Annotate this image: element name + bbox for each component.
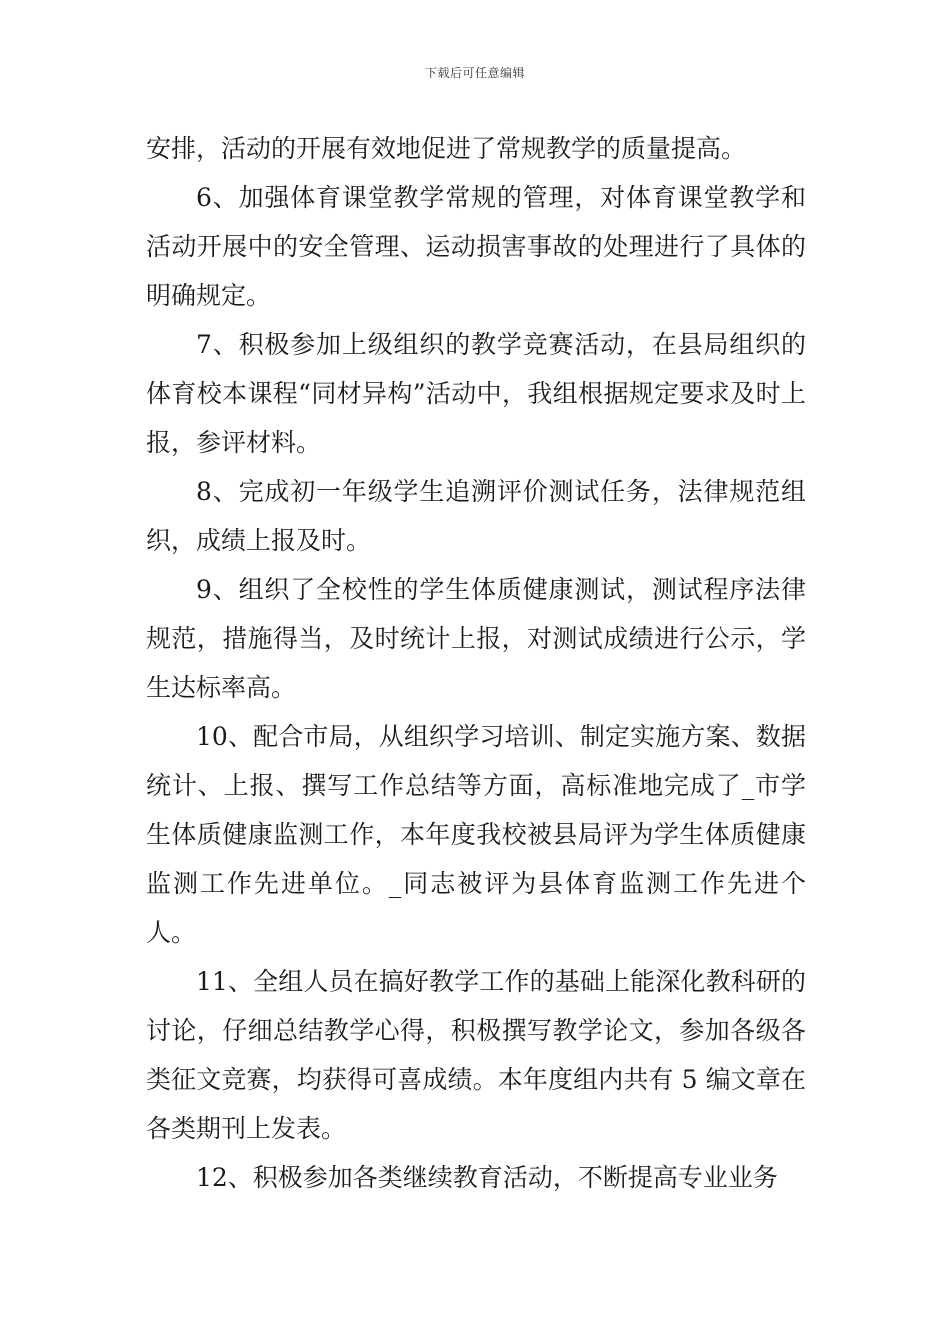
paragraph-item-10: 10、配合市局，从组织学习培训、制定实施方案、数据统计、上报、撰写工作总结等方面，高标准地完成了_市学生体质健康监测工作，本年度我校被县局评为学生体质健康监测工作先进单位。_同志被评为县体育监测工作先进个人。 — [146, 722, 806, 947]
paragraph-item-6: 6、加强体育课堂教学常规的管理，对体育课堂教学和活动开展中的安全管理、运动损害事故的处理进行了具体的明确规定。 — [146, 183, 806, 310]
paragraph-continuation: 安排，活动的开展有效地促进了常规教学的质量提高。 — [146, 134, 747, 163]
document-body — [146, 124, 806, 1202]
paragraph-item-12: 12、积极参加各类继续教育活动，不断提高专业业务 — [196, 1163, 778, 1192]
page-header: 下载后可任意编辑 — [424, 66, 525, 80]
paragraph-item-8: 8、完成初一年级学生追溯评价测试任务，法律规范组织，成绩上报及时。 — [146, 477, 806, 555]
paragraph-item-7: 7、积极参加上级组织的教学竞赛活动，在县局组织的体育校本课程“同材异构”活动中，我组根据规定要求及时上报，参评材料。 — [146, 330, 806, 457]
paragraph-item-9: 9、组织了全校性的学生体质健康测试，测试程序法律规范，措施得当，及时统计上报，对测试成绩进行公示，学生达标率高。 — [146, 575, 806, 702]
paragraph-item-11: 11、全组人员在搞好教学工作的基础上能深化教科研的讨论，仔细总结教学心得，积极撰写教学论文，参加各级各类征文竞赛，均获得可喜成绩。本年度组内共有 5 编文章在各类期刊上发表。 — [146, 967, 806, 1143]
